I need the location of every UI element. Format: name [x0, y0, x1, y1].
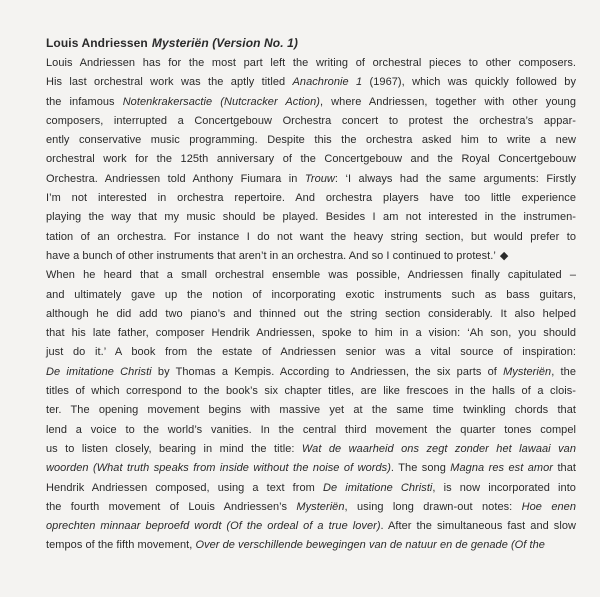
text-line — [46, 536, 576, 555]
text-run: ently conservative music programming. Despite this the orchestra asked him to write a new — [46, 134, 576, 147]
text-line — [46, 401, 576, 420]
text-run: just do it.’ A book from the estate of Andriessen senior was a vital source of inspiration: — [46, 346, 576, 359]
text-run: : ‘I always had the same arguments: Firstly — [334, 172, 576, 185]
text-run: titles of which correspond to the book’s six chapter titles, are like frescoes in the halls of a clois- — [46, 385, 576, 398]
text-run: that — [553, 462, 576, 475]
text-run: lend a voice to the world’s vanities. In the central third movement the quarter tones compel — [46, 423, 576, 436]
italic-run: De imitatione Christi — [322, 481, 433, 494]
italic-run: Anachronie 1 — [292, 76, 363, 89]
text-line — [46, 150, 576, 169]
text-run: , where Andriessen, together with other young — [319, 95, 577, 108]
text-run: His last orchestral work was the aptly titled — [46, 76, 293, 89]
italic-run: Mysteriën — [503, 365, 552, 378]
text-line — [46, 228, 576, 247]
text-line — [46, 382, 576, 401]
text-run: tation of an orchestra. For instance I do not want the heavy string section, but would prefer to — [46, 230, 576, 243]
text-line — [46, 73, 576, 92]
text-run: tempos of the fifth movement, — [46, 539, 196, 552]
work-title: Mysteriën (Version No. 1) — [151, 36, 298, 50]
text-run: . The song — [390, 462, 451, 475]
text-line — [46, 170, 576, 189]
italic-run: Mysteriën — [296, 500, 345, 513]
text-line — [46, 421, 576, 440]
italic-run: Notenkrakersactie (Nutcracker Action) — [122, 95, 320, 108]
text-run: playing the way that my music should be played. Besides I am not interested in the instrumen- — [46, 211, 576, 224]
text-run: I’m not interested in orchestra repertoire. And orchestra players have too little experience — [46, 192, 576, 205]
text-run: the fourth movement of Louis Andriessen’s — [46, 500, 297, 513]
text-line — [46, 247, 576, 266]
text-run: and ultimately gave up the notion of incorporating exotic instruments such as bass guitars, — [46, 288, 576, 301]
text-line — [46, 498, 576, 517]
text-run: . After the simultaneous fast and slow — [380, 520, 576, 533]
text-run: , using long drawn-out notes: — [344, 500, 522, 513]
text-run: although he did add two piano’s and thinned out the string section considerably. It also helped — [46, 307, 576, 320]
text-line — [46, 189, 576, 208]
text-run: When he heard that a small orchestral ensemble was possible, Andriessen finally capitulated – — [46, 269, 576, 282]
text-line — [46, 208, 576, 227]
composer-name: Louis Andriessen — [46, 36, 148, 50]
text-line — [46, 440, 576, 459]
body-text — [46, 54, 576, 556]
italic-run: Over de verschillende bewegingen van de natuur en de genade (Of the — [195, 539, 545, 552]
text-run: have a bunch of other instruments that aren’t in an orchestra. And so I continued to protest.’ — [46, 249, 496, 262]
text-line — [46, 286, 576, 305]
italic-run: Trouw — [304, 172, 335, 185]
text-run: , the — [551, 365, 576, 378]
text-line — [46, 93, 576, 112]
text-line — [46, 112, 576, 131]
italic-run: Wat de waarheid ons zegt zonder het lawaai van — [301, 442, 576, 455]
text-run: orchestral work for the 125th anniversary of the Concertgebouw and the Royal Concertgebouw — [46, 153, 576, 166]
text-run: by Thomas a Kempis. According to Andriessen, the six parts of — [151, 365, 504, 378]
italic-run: oprechten minnaar beproefd wordt (Of the ordeal of a true lover) — [46, 520, 381, 533]
text-line — [46, 324, 576, 343]
text-run: the infamous — [46, 95, 123, 108]
text-line — [46, 479, 576, 498]
text-line — [46, 459, 576, 478]
italic-run: De imitatione Christi — [46, 365, 152, 378]
text-run: ter. The opening movement begins with massive yet at the same time twinkling chords that — [46, 404, 576, 417]
text-line — [46, 266, 576, 285]
italic-run: Magna res est amor — [450, 462, 554, 475]
text-run: , is now incorporated into — [432, 481, 576, 494]
text-line — [46, 54, 576, 73]
text-line — [46, 131, 576, 150]
text-run: Orchestra. Andriessen told Anthony Fiumara in — [46, 172, 305, 185]
italic-run: woorden (What truth speaks from inside without the noise of words) — [46, 462, 391, 475]
text-line — [46, 343, 576, 362]
text-run: (1967), which was quickly followed by — [362, 76, 576, 89]
text-run: Hendrik Andriessen composed, using a text from — [46, 481, 323, 494]
text-line — [46, 517, 576, 536]
text-line — [46, 363, 576, 382]
text-run: composers, interrupted a Concertgebouw Orchestra concert to protest the orchestra’s appar- — [46, 114, 576, 127]
paragraph-diamond-icon: ◆ — [499, 249, 509, 262]
italic-run: Hoe enen — [521, 500, 576, 513]
text-line — [46, 305, 576, 324]
section-heading — [46, 36, 298, 50]
text-run: Louis Andriessen has for the most part left the writing of orchestral pieces to other composers. — [46, 57, 576, 69]
text-run: us to listen closely, bearing in mind the title: — [46, 442, 302, 455]
text-run: that his late father, composer Hendrik Andriessen, spoke to him in a vision: ‘Ah son, you should — [46, 327, 576, 340]
